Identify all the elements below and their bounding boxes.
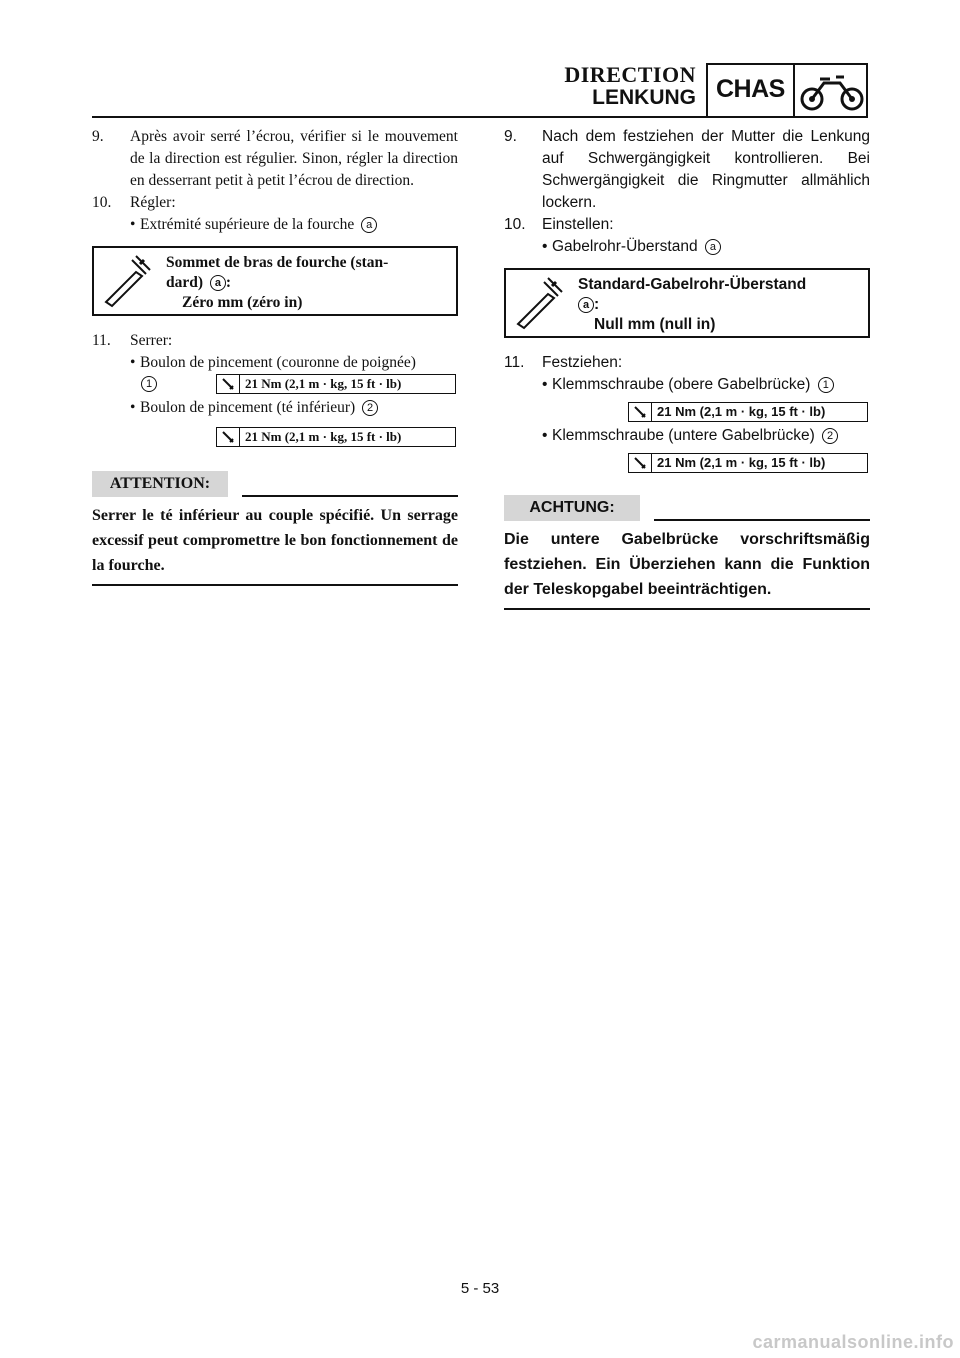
section-label: CHAS — [716, 75, 785, 103]
torque-box — [216, 427, 456, 447]
step-text: Festziehen: — [542, 354, 623, 371]
ref-marker: a — [578, 297, 594, 313]
torque-value: 21 Nm (2,1 m · kg, 15 ft · lb) — [657, 404, 826, 419]
step-11-bullet-1: • Klemmschraube (obere Gabelbrücke) 1 — [504, 374, 870, 396]
step-text: Einstellen: — [542, 216, 614, 233]
caliper-icon — [102, 254, 152, 310]
torque-row-2 — [504, 453, 870, 473]
spec-colon: : — [225, 274, 232, 291]
step-text: Après avoir serré l’écrou, vérifier si le mouvement de la direction est régulier. Sinon, régler la direction en desserrant petit à petit l’écrou de direction. — [130, 128, 458, 189]
ref-marker: a — [361, 217, 377, 233]
spec-title-line1: Sommet de bras de fourche (stan- — [166, 254, 389, 271]
step-10 — [92, 192, 458, 214]
step-11 — [504, 352, 870, 374]
step-number: 10. — [504, 216, 526, 233]
bullet-text: Gabelrohr-Überstand — [552, 238, 698, 255]
step-10 — [504, 214, 870, 236]
attention-text: Serrer le té inférieur au couple spécifié. Un serrage excessif peut compromettre le bon fonctionnement de la fourche. — [92, 507, 458, 574]
step-text: Serrer: — [130, 332, 173, 349]
page-number: 5 - 53 — [460, 1280, 500, 1297]
caliper-icon — [514, 276, 564, 332]
spec-icon-cell — [94, 248, 156, 314]
wrench-icon — [634, 406, 646, 418]
section-divider — [793, 65, 795, 116]
attention-label: ACHTUNG: — [504, 495, 640, 521]
torque-row-1 — [92, 374, 458, 394]
bullet-text: Klemmschraube (untere Gabelbrücke) — [552, 427, 815, 444]
spec-text — [578, 275, 806, 335]
step-9 — [504, 126, 870, 214]
ref-marker: a — [210, 275, 226, 291]
wrench-icon — [634, 457, 646, 469]
spec-value: Null mm (null in) — [594, 316, 716, 333]
bullet-text: Extrémité supérieure de la fourche — [140, 216, 355, 233]
step-number: 10. — [92, 194, 112, 211]
torque-row-2 — [92, 427, 458, 447]
header-title-de: LENKUNG — [592, 86, 696, 109]
ref-marker: a — [705, 239, 721, 255]
step-text: Régler: — [130, 194, 176, 211]
spec-box — [92, 246, 458, 316]
step-number: 11. — [504, 354, 525, 371]
bullet-text: Boulon de pincement (couronne de poignée) — [140, 354, 416, 371]
step-11-bullet-2: • Boulon de pincement (té inférieur) 2 — [92, 397, 458, 419]
motorcycle-icon — [800, 71, 864, 113]
step-number: 9. — [92, 128, 104, 145]
step-11-bullet-1: • Boulon de pincement (couronne de poignée) — [130, 354, 416, 371]
step-number: 9. — [504, 128, 517, 145]
watermark: carmanualsonline.info — [752, 1332, 954, 1352]
attention-bottom-rule — [504, 608, 870, 610]
section-badge — [706, 63, 868, 118]
step-11 — [92, 330, 458, 352]
step-10-bullet: • Extrémité supérieure de la fourche a — [92, 214, 458, 236]
bullet-text: Boulon de pincement (té inférieur) — [140, 399, 356, 416]
torque-box — [628, 453, 868, 473]
step-10-bullet: • Gabelrohr-Überstand a — [504, 236, 870, 258]
wrench-icon — [222, 431, 234, 443]
torque-box — [628, 402, 868, 422]
torque-box — [216, 374, 456, 394]
attention-text: Die untere Gabelbrücke vorschriftsmäßig festziehen. Ein Überziehen kann die Funktion der Teleskopgabel beeinträchtigen. — [504, 531, 870, 598]
attention-header — [504, 495, 870, 521]
spec-title-line2: dard) — [166, 274, 204, 291]
column-french — [92, 126, 458, 586]
spec-title-line1: Standard-Gabelrohr-Überstand — [578, 276, 807, 293]
step-11-bullet-2: • Klemmschraube (untere Gabelbrücke) 2 — [504, 425, 870, 447]
attention-label: ATTENTION: — [92, 471, 228, 497]
step-9 — [92, 126, 458, 192]
spec-value: Zéro mm (zéro in) — [182, 294, 303, 311]
spec-icon-cell — [506, 270, 568, 336]
header-rule — [92, 116, 706, 118]
ref-marker: 2 — [362, 400, 378, 416]
header-title-fr: DIRECTION — [564, 62, 696, 87]
spec-text — [166, 253, 388, 313]
attention-header — [92, 471, 458, 497]
attention-bottom-rule — [92, 584, 458, 586]
torque-row-1 — [504, 402, 870, 422]
step-text: Nach dem festziehen der Mutter die Lenkung auf Schwergängigkeit kontrollieren. Bei Schwergängigkeit die Ringmutter allmählich lockern. — [542, 128, 870, 211]
column-german — [504, 126, 870, 610]
step-number: 11. — [92, 332, 111, 349]
torque-value: 21 Nm (2,1 m · kg, 15 ft · lb) — [657, 455, 826, 470]
spec-box — [504, 268, 870, 338]
bullet-text: Klemmschraube (obere Gabelbrücke) — [552, 376, 811, 393]
wrench-icon — [222, 378, 234, 390]
ref-marker: 2 — [822, 428, 838, 444]
torque-value: 21 Nm (2,1 m · kg, 15 ft · lb) — [245, 429, 402, 444]
ref-marker: 1 — [818, 377, 834, 393]
ref-marker: 1 — [141, 376, 157, 392]
torque-value: 21 Nm (2,1 m · kg, 15 ft · lb) — [245, 376, 402, 391]
spec-colon: : — [594, 296, 600, 313]
